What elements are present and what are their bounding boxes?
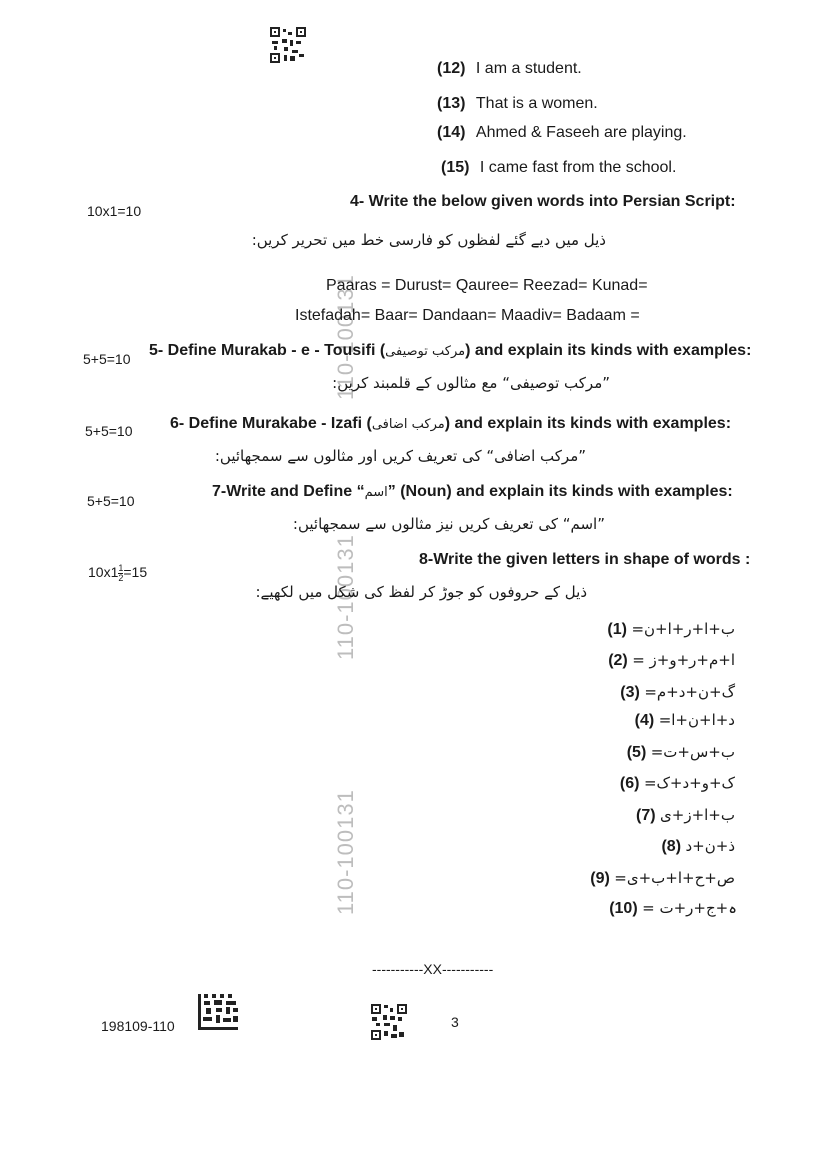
q8-item-number: (10) [609, 900, 638, 917]
q8-item [598, 683, 735, 702]
q8-item-letters: ک+و+د+ک= [643, 774, 735, 792]
q8-item-letters: ب+ا+ز+ی [660, 806, 735, 824]
q6-urdu-instruction: ”مرکب اضافی“ کی تعریف کریں اور مثالوں سے سمجھائیں: [214, 447, 586, 465]
q8-item-number: (2) [608, 652, 628, 669]
q4-words-line1: Paaras = Durust= Qauree= Reezad= Kunad= [326, 277, 648, 294]
q6-marks: 5+5=10 [85, 423, 133, 439]
q8-item [639, 837, 735, 856]
q8-item-letters: گ+ن+د+م= [644, 683, 735, 701]
q7-marks: 5+5=10 [87, 493, 135, 509]
sentence-12 [437, 60, 582, 78]
sentence-15 [441, 159, 676, 177]
sentence-text: Ahmed & Faseeh are playing. [475, 124, 687, 141]
q8-item [614, 806, 735, 825]
sentence-14 [437, 124, 687, 142]
q8-item-letters: ب+ا+ر+ا+ن= [631, 620, 735, 638]
q7-title [212, 483, 733, 501]
q4-title: 4- Write the below given words into Persian Script: [350, 193, 736, 210]
q8-item [585, 620, 735, 639]
q8-title: 8-Write the given letters in shape of words : [419, 551, 751, 568]
q5-urdu-instruction: ”مرکب توصیفی“ مع مثالوں کے قلمبند کریں: [332, 374, 610, 392]
q6-title [170, 415, 731, 433]
q8-marks-fraction-top: 1 [118, 563, 124, 573]
q8-urdu-instruction: ذیل کے حروفوں کو جوڑ کر لفظ کی شکل میں لکھیے: [255, 583, 587, 601]
sentence-number: (14) [437, 124, 466, 141]
q8-item-number: (8) [661, 838, 682, 855]
q7-title-urdu: اسم [364, 485, 388, 500]
q5-marks: 5+5=10 [83, 351, 131, 367]
q8-item-letters: ص+ح+ا+ب+ی= [614, 869, 735, 887]
q8-item [586, 651, 735, 670]
qr-code-bottom [371, 1004, 407, 1040]
q6-title-part-b: ) and explain its kinds with examples: [444, 415, 732, 432]
q8-item-letters: ذ+ن+د [685, 837, 735, 855]
q8-item-number: (9) [590, 870, 610, 887]
q7-title-part-b: ” (Noun) and explain its kinds with examples: [387, 483, 733, 500]
sentence-number: (13) [437, 95, 466, 112]
watermark-upper: 110-100131 [333, 274, 358, 400]
sentence-13 [437, 95, 598, 113]
q8-item-number: (1) [607, 621, 627, 638]
data-matrix-barcode [198, 994, 238, 1030]
page-number: 3 [451, 1014, 459, 1030]
q8-item [591, 899, 737, 918]
sentence-number: (12) [437, 60, 466, 77]
q8-item-letters: د+ا+ن+ا= [658, 711, 735, 729]
q7-urdu-instruction: ”اسم“ کی تعریف کریں نیز مثالوں سے سمجھائیں: [292, 515, 605, 533]
sentence-text: I came fast from the school. [479, 159, 677, 176]
q8-item-number: (7) [636, 807, 656, 824]
q8-item [598, 774, 735, 793]
q8-item [605, 743, 735, 762]
sentence-text: I am a student. [475, 60, 582, 77]
q6-title-urdu: مرکب اضافی [371, 417, 445, 432]
q8-item-number: (4) [634, 712, 655, 729]
q8-item-number: (3) [620, 684, 640, 701]
sentence-text: That is a women. [475, 95, 598, 112]
q8-item-letters: ب+س+ت= [650, 743, 735, 761]
q8-item-letters: ہ+ج+ر+ت = [642, 899, 737, 917]
sentence-number: (15) [441, 159, 470, 176]
q5-title-part-b: ) and explain its kinds with examples: [465, 342, 752, 359]
q4-marks: 10x1=10 [87, 203, 142, 219]
q8-item [568, 869, 735, 888]
end-separator: -----------XX----------- [372, 961, 494, 977]
q5-title-part-a: 5- Define Murakab - e - Tousifi ( [149, 342, 386, 359]
q4-urdu-instruction: ذیل میں دیے گئے لفظوں کو فارسی خط میں تحریر کریں: [251, 231, 606, 249]
q8-marks-part-b: =15 [123, 564, 148, 581]
q7-title-part-a: 7-Write and Define “ [212, 483, 365, 500]
q8-item-number: (5) [626, 744, 647, 761]
q5-title-urdu: مرکب توصیفی [385, 344, 466, 359]
watermark-lower: 110-100131 [333, 789, 358, 915]
paper-code: 198109-110 [101, 1018, 175, 1034]
q8-item [613, 711, 735, 730]
q8-item-letters: ا+م+ر+و+ز = [632, 651, 735, 669]
q6-title-part-a: 6- Define Murakabe - Izafi ( [170, 415, 372, 432]
qr-code-top [270, 27, 306, 63]
q4-words-line2: Istefadah= Baar= Dandaan= Maadiv= Badaam = [295, 307, 640, 324]
q8-marks [88, 564, 147, 583]
q8-marks-fraction-bottom: 2 [118, 573, 124, 583]
q5-title [149, 342, 751, 360]
q8-marks-part-a: 10x1 [88, 564, 119, 581]
q8-item-number: (6) [619, 775, 640, 792]
watermark-middle: 110-100131 [333, 534, 358, 660]
